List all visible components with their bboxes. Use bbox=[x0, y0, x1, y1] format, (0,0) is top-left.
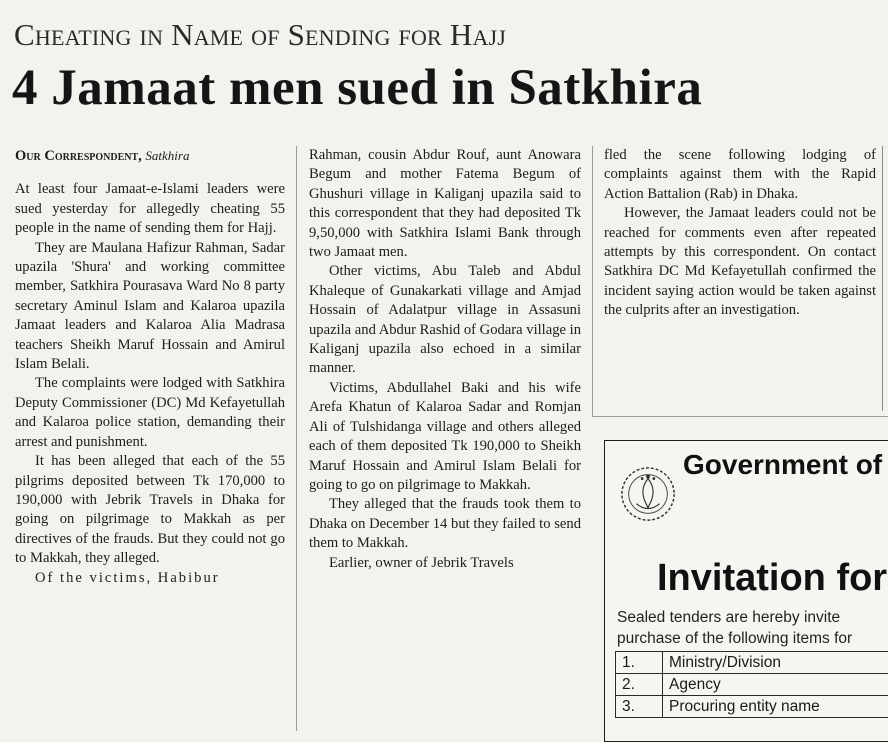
section-divider bbox=[592, 416, 888, 417]
article-paragraph: At least four Jamaat-e-Islami leaders were sued yesterday for allegedly cheating 55 people in the name of sending them for Hajj. bbox=[15, 180, 285, 238]
row-number: 2. bbox=[616, 674, 663, 696]
row-number: 1. bbox=[616, 652, 663, 674]
article-paragraph: However, the Jamaat leaders could not be reached for comments even after repeated attempts by this correspondent. On contact Satkhira DC Md Kefayetullah confirmed the incident saying action would be taken against the culprits after an investigation. bbox=[604, 204, 876, 320]
byline bbox=[15, 146, 285, 166]
article-paragraph: Victims, Abdullahel Baki and his wife Arefa Khatun of Kalaroa Sadar and Romjan Ali of Tulshidanga village and others alleged each of them deposited Tk 190,000 to Sheikh Maruf Hossain and Amirul Islam Belali for going to go on pilgrimage to Makkah. bbox=[309, 379, 581, 495]
article-paragraph: It has been alleged that each of the 55 pilgrims deposited between Tk 170,000 to 190,000 with Jebrik Travels in Dhaka for going on pilgrimage to Makkah as per directives of the frauds. But they could not go to Makkah, they alleged. bbox=[15, 452, 285, 568]
row-number: 3. bbox=[616, 696, 663, 718]
article-paragraph: fled the scene following lodging of complaints against them with the Rapid Action Battalion (Rab) in Dhaka. bbox=[604, 146, 876, 204]
government-emblem-icon bbox=[619, 465, 677, 523]
article-paragraph: They are Maulana Hafizur Rahman, Sadar upazila 'Shura' and working committee member, Satkhira Pourasava Ward No 8 party secretary Aminul Islam and Kalaroa upazila Jamaat leaders and Kalaroa Alia Madrasa teachers Sheikh Maruf Hossain and Amirul Islam Belali. bbox=[15, 239, 285, 375]
table-row bbox=[616, 652, 888, 674]
article-paragraph: Earlier, owner of Jebrik Travels bbox=[309, 554, 581, 573]
row-label: Agency bbox=[663, 674, 888, 696]
tender-advertisement bbox=[604, 440, 888, 742]
column-rule bbox=[882, 146, 883, 411]
column-rule bbox=[296, 146, 297, 731]
article-column-3 bbox=[604, 146, 876, 321]
article-paragraph: Of the victims, Habibur bbox=[15, 569, 285, 588]
table-row bbox=[616, 696, 888, 718]
headline: 4 Jamaat men sued in Satkhira bbox=[12, 58, 882, 118]
advert-intro-line: purchase of the following items for bbox=[617, 628, 852, 649]
article-column-2 bbox=[309, 146, 581, 573]
advert-table bbox=[615, 651, 888, 718]
byline-place: Satkhira bbox=[145, 148, 189, 163]
row-label: Procuring entity name bbox=[663, 696, 888, 718]
column-rule bbox=[592, 146, 593, 416]
article-column-1 bbox=[15, 146, 285, 588]
advert-government-heading: Government of bbox=[683, 449, 882, 481]
table-row bbox=[616, 674, 888, 696]
article-paragraph: Other victims, Abu Taleb and Abdul Khaleque of Gunakarkati village and Amjad Hossain of Adalatpur village in Assasuni upazila and Abdur Rashid of Godara village in Kaliganj upazila also echoed in a similar manner. bbox=[309, 262, 581, 378]
row-label: Ministry/Division bbox=[663, 652, 888, 674]
advert-intro-line: Sealed tenders are hereby invite bbox=[617, 607, 852, 628]
advert-invitation-heading: Invitation for bbox=[657, 557, 887, 600]
article-paragraph: The complaints were lodged with Satkhira Deputy Commissioner (DC) Md Kefayetullah and Kalaroa police station, demanding their arrest and punishment. bbox=[15, 374, 285, 452]
article-paragraph: They alleged that the frauds took them to Dhaka on December 14 but they failed to send them to Makkah. bbox=[309, 495, 581, 553]
byline-label: Our Correspondent, bbox=[15, 148, 142, 164]
kicker-headline: Cheating in Name of Sending for Hajj bbox=[14, 18, 874, 52]
advert-intro bbox=[617, 607, 852, 649]
article-paragraph: Rahman, cousin Abdur Rouf, aunt Anowara Begum and mother Fatema Begum of Ghushuri village in Kaliganj upazila said to this correspondent that they had deposited Tk 9,50,000 with Satkhira Islami Bank through two Jamaat men. bbox=[309, 146, 581, 262]
